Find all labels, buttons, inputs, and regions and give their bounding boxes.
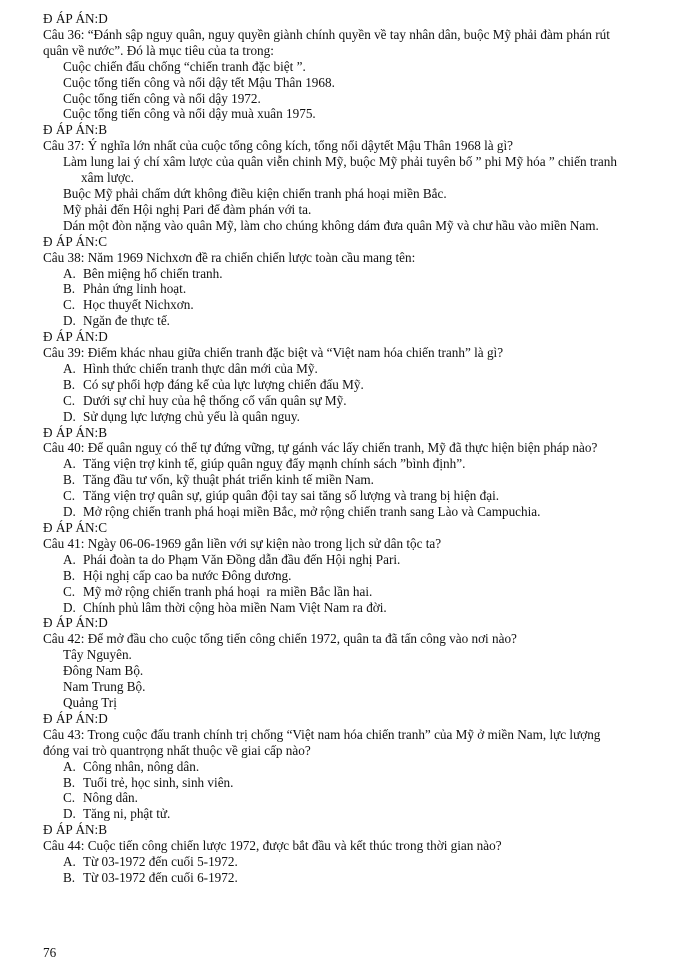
answer-option xyxy=(43,409,683,425)
option-text: Sử dụng lực lượng chủ yếu là quân nguy. xyxy=(83,408,300,424)
option-text: Mở rộng chiến tranh phá hoại miền Bắc, mở rộng chiến tranh sang Lào và Campuchia. xyxy=(83,504,541,520)
document-body xyxy=(43,11,683,886)
option-text: Cuộc chiến đấu chống “chiến tranh đặc biệt ”. xyxy=(63,58,306,74)
option-text: Mỹ phải đến Hội nghị Pari để đàm phán với ta. xyxy=(63,201,312,217)
answer-key: Đ ÁP ÁN:B xyxy=(43,822,107,838)
option-label: B. xyxy=(63,774,76,790)
option-label: B. xyxy=(63,567,76,583)
option-text: Học thuyết Nichxơn. xyxy=(83,297,194,313)
answer-option xyxy=(43,393,683,409)
answer-option xyxy=(43,59,683,75)
option-text: Cuộc tổng tiến công và nổi dậy muà xuân 1975. xyxy=(63,106,316,122)
option-text: Hình thức chiến tranh thực dân mới của Mỹ. xyxy=(83,360,318,376)
option-text: Đông Nam Bộ. xyxy=(63,663,144,679)
answer-option xyxy=(43,266,683,282)
option-text: Tăng viện trợ kinh tế, giúp quân nguỵ đẩy mạnh chính sách ”bình định”. xyxy=(83,456,466,472)
answer-option xyxy=(43,695,683,711)
answer-option xyxy=(43,456,683,472)
option-text: Tăng ni, phật tử. xyxy=(83,806,171,822)
question-text: Câu 42: Để mở đầu cho cuộc tổng tiến công chiến 1972, quân ta đã tấn công vào nơi nào? xyxy=(43,631,517,647)
answer-option xyxy=(43,488,683,504)
option-text: Cuộc tổng tiến công và nổi dậy tết Mậu Thân 1968. xyxy=(63,74,335,90)
option-label: A. xyxy=(63,360,76,376)
option-text: Nam Trung Bộ. xyxy=(63,679,146,695)
answer-key: Đ ÁP ÁN:D xyxy=(43,710,108,726)
question-text: Câu 44: Cuộc tiến công chiến lược 1972, được bắt đầu và kết thúc trong thời gian nào? xyxy=(43,838,502,854)
answer-option xyxy=(43,361,683,377)
answer-option xyxy=(43,202,683,218)
option-text: Có sự phối hợp đáng kể của lực lượng chiến đấu Mỹ. xyxy=(83,376,364,392)
option-text: Ngăn đe thực tế. xyxy=(83,313,170,329)
option-label: C. xyxy=(63,297,76,313)
answer-option xyxy=(43,472,683,488)
question-text: Câu 43: Trong cuộc đấu tranh chính trị chống “Việt nam hóa chiến tranh” của Mỹ ở miền Nam, lực lượng xyxy=(43,726,601,742)
option-label: B. xyxy=(63,472,76,488)
answer-option xyxy=(43,154,683,170)
answer-option xyxy=(43,663,683,679)
option-text: Hội nghị cấp cao ba nước Đông dương. xyxy=(83,567,292,583)
option-text: Từ 03-1972 đến cuối 6-1972. xyxy=(83,869,238,885)
answer-option xyxy=(43,870,683,886)
question-text: Câu 41: Ngày 06-06-1969 gắn liền với sự kiện nào trong lịch sử dân tộc ta? xyxy=(43,535,442,551)
answer-key: Đ ÁP ÁN:C xyxy=(43,520,107,535)
answer-option xyxy=(43,91,683,107)
option-label: B. xyxy=(63,869,76,885)
option-label: D. xyxy=(63,806,76,822)
option-label: A. xyxy=(63,758,76,774)
answer-option xyxy=(43,759,683,775)
answer-option xyxy=(43,568,683,584)
option-label: D. xyxy=(63,504,76,520)
answer-key: Đ ÁP ÁN:B xyxy=(43,424,107,440)
option-text: Mỹ mở rộng chiến tranh phá hoại ra miền Bắc lần hai. xyxy=(83,583,373,599)
option-text: Bên miệng hố chiến tranh. xyxy=(83,265,223,281)
option-text: Cuộc tổng tiến công và nổi dậy 1972. xyxy=(63,90,261,106)
answer-key: Đ ÁP ÁN:D xyxy=(43,329,108,345)
option-text: Dán một đòn nặng vào quân Mỹ, làm cho chúng không dám đưa quân Mỹ và chư hầu vào miền Nam. xyxy=(63,217,599,233)
answer-option xyxy=(43,600,683,616)
question-text: quân về nước”. Đó là mục tiêu của ta trong: xyxy=(43,42,274,58)
answer-key: Đ ÁP ÁN:C xyxy=(43,233,107,249)
answer-option xyxy=(43,75,683,91)
option-label: D. xyxy=(63,599,76,615)
option-text: Từ 03-1972 đến cuối 5-1972. xyxy=(83,854,238,870)
option-label: D. xyxy=(63,313,76,329)
option-text: Tăng đầu tư vốn, kỹ thuật phát triển kinh tế miền Nam. xyxy=(83,472,374,488)
answer-option xyxy=(43,854,683,870)
option-label: A. xyxy=(63,456,76,472)
option-text: Tuổi trẻ, học sinh, sinh viên. xyxy=(83,774,234,790)
option-label: A. xyxy=(63,854,76,870)
answer-option xyxy=(43,679,683,695)
answer-option xyxy=(43,775,683,791)
option-text: Dưới sự chỉ huy của hệ thống cố vấn quân sự Mỹ. xyxy=(83,392,347,408)
option-label: C. xyxy=(63,488,76,504)
option-text: Tây Nguyên. xyxy=(63,647,132,663)
option-label: A. xyxy=(63,265,76,281)
answer-option xyxy=(43,218,683,234)
answer-option xyxy=(43,186,683,202)
option-label: D. xyxy=(63,408,76,424)
answer-option xyxy=(43,647,683,663)
option-label: A. xyxy=(63,551,76,567)
option-text: Quảng Trị xyxy=(63,694,117,710)
page-number: 76 xyxy=(43,945,57,960)
answer-option xyxy=(43,281,683,297)
option-label: B. xyxy=(63,281,76,297)
question-text: Câu 36: “Đánh sập nguy quân, nguy quyền giành chính quyền về tay nhân dân, buộc Mỹ phải đàm phán rút xyxy=(43,26,610,42)
answer-key: Đ ÁP ÁN:B xyxy=(43,122,107,138)
option-label: C. xyxy=(63,583,76,599)
answer-option xyxy=(43,297,683,313)
option-text: Tăng viện trợ quân sự, giúp quân đội tay sai tăng số lượng và trang bị hiện đại. xyxy=(83,488,500,504)
option-text: Buộc Mỹ phải chấm dứt không điều kiện chiến tranh phá hoại miền Bắc. xyxy=(63,185,447,201)
answer-option xyxy=(43,106,683,122)
answer-option xyxy=(43,806,683,822)
option-label: C. xyxy=(63,790,76,806)
option-text: Làm lung lai ý chí xâm lược của quân viễn chinh Mỹ, buộc Mỹ phải tuyên bố ” phi Mỹ hóa ” chiến tranh xyxy=(63,154,617,170)
answer-option xyxy=(43,313,683,329)
question-text: Câu 38: Năm 1969 Nichxơn đề ra chiến chiến lược toàn cầu mang tên: xyxy=(43,249,416,265)
question-text: Câu 37: Ý nghĩa lớn nhất của cuộc tổng công kích, tổng nổi dậytết Mậu Thân 1968 là gì? xyxy=(43,138,514,154)
answer-option xyxy=(43,552,683,568)
question-text: Câu 40: Để quân nguỵ có thể tự đứng vững, tự gánh vác lấy chiến tranh, Mỹ đã thực hiện biện pháp nào? xyxy=(43,440,598,456)
option-label: C. xyxy=(63,392,76,408)
answer-option xyxy=(43,790,683,806)
option-continuation: xâm lược. xyxy=(81,170,134,186)
option-text: Công nhân, nông dân. xyxy=(83,758,200,774)
answer-key: Đ ÁP ÁN:D xyxy=(43,615,108,631)
option-text: Chính phủ lâm thời cộng hòa miền Nam Việt Nam ra đời. xyxy=(83,599,387,615)
answer-option xyxy=(43,377,683,393)
option-text: Nông dân. xyxy=(83,790,138,806)
option-label: B. xyxy=(63,376,76,392)
question-text: Câu 39: Điểm khác nhau giữa chiến tranh đặc biệt và “Việt nam hóa chiến tranh” là gì? xyxy=(43,345,504,361)
answer-key: Đ ÁP ÁN:D xyxy=(43,11,108,26)
option-text: Phản ứng linh hoạt. xyxy=(83,281,187,297)
answer-option xyxy=(43,504,683,520)
question-text: đóng vai trò quantrọng nhất thuộc về giai cấp nào? xyxy=(43,742,311,758)
answer-option xyxy=(43,584,683,600)
option-text: Phái đoàn ta do Phạm Văn Đồng dẫn đầu đến Hội nghị Pari. xyxy=(83,551,401,567)
